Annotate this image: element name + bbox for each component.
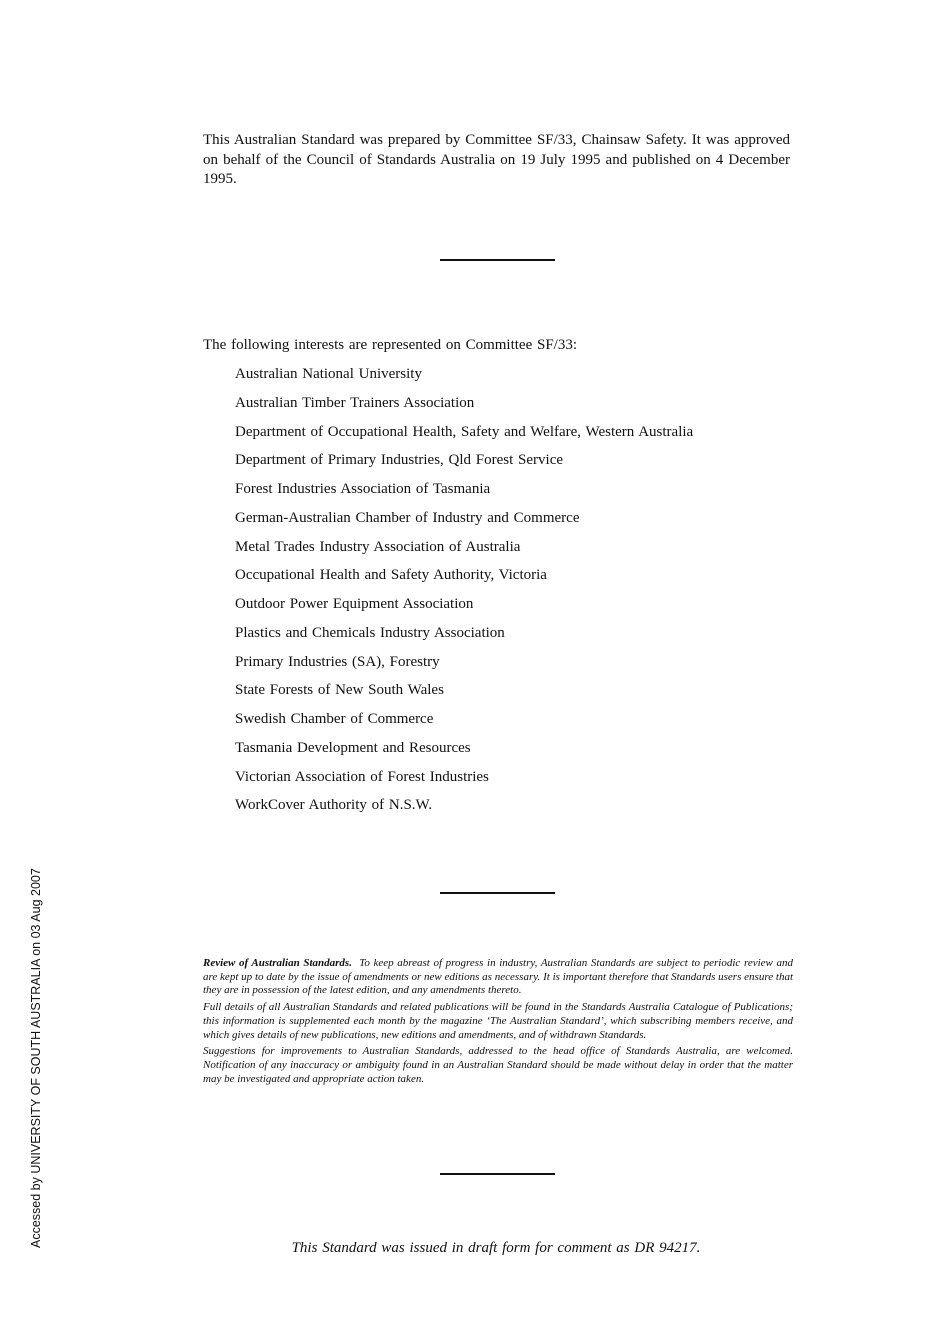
committee-member: Plastics and Chemicals Industry Association [235,624,505,641]
committee-member: Department of Primary Industries, Qld Forest Service [235,452,564,469]
draft-note: This Standard was issued in draft form for comment as DR 94217. [291,1240,701,1256]
committee-member: Australian National University [235,366,422,382]
preparation-statement: This Australian Standard was prepared by Committee SF/33, Chainsaw Safety. It was approved on behalf of the Council of Standards Australia on 19 July 1995 and published on 4 December 1995. [203,132,790,187]
committee-member-list [235,364,693,824]
committee-member: Primary Industries (SA), Forestry [235,653,440,670]
committee-member: Outdoor Power Equipment Association [235,596,474,612]
committee-member: State Forests of New South Wales [235,682,444,699]
access-watermark: Accessed by UNIVERSITY OF SOUTH AUSTRALIA on 03 Aug 2007 [29,868,43,1248]
section-divider [440,1173,555,1175]
committee-member: German-Australian Chamber of Industry and Commerce [235,509,580,526]
committee-member: Swedish Chamber of Commerce [235,711,434,727]
review-paragraph [203,957,793,998]
committee-member: Tasmania Development and Resources [235,739,471,756]
section-divider [440,892,555,894]
review-paragraph: Full details of all Australian Standards and related publications will be found in the Standards Australia Catalogue of Publications; this information is supplemented each month by the magazine ‘The Australian Standard’, which subscribing members receive, and which gives details of new publications, new editions and amendments, and of withdrawn Standards. [203,1001,793,1041]
review-text: To keep abreast of progress in industry, Australian Standards are subject to periodic review and are kept up to date by the issue of amendments or new editions as necessary. It is important therefore that Standards users ensure that they are in possession of the latest edition, and any amendments thereto. [203,957,793,997]
committee-member: WorkCover Authority of N.S.W. [235,797,433,814]
committee-member: Occupational Health and Safety Authority, Victoria [235,567,547,584]
section-divider [440,259,555,261]
committee-member: Forest Industries Association of Tasmania [235,481,491,497]
review-notice [203,957,793,1089]
review-paragraph: Suggestions for improvements to Australian Standards, addressed to the head office of Standards Australia, are welcomed. Notification of any inaccuracy or ambiguity found in an Australian Standard should be made without delay in order that the matter may be investigated and appropriate action taken. [203,1045,793,1085]
committee-heading: The following interests are represented on Committee SF/33: [203,337,578,353]
committee-member: Metal Trades Industry Association of Australia [235,538,521,555]
review-lead: Review of Australian Standards. [203,957,352,969]
committee-member: Victorian Association of Forest Industries [235,768,489,785]
committee-member: Australian Timber Trainers Association [235,394,475,411]
committee-member: Department of Occupational Health, Safety and Welfare, Western Australia [235,423,694,440]
